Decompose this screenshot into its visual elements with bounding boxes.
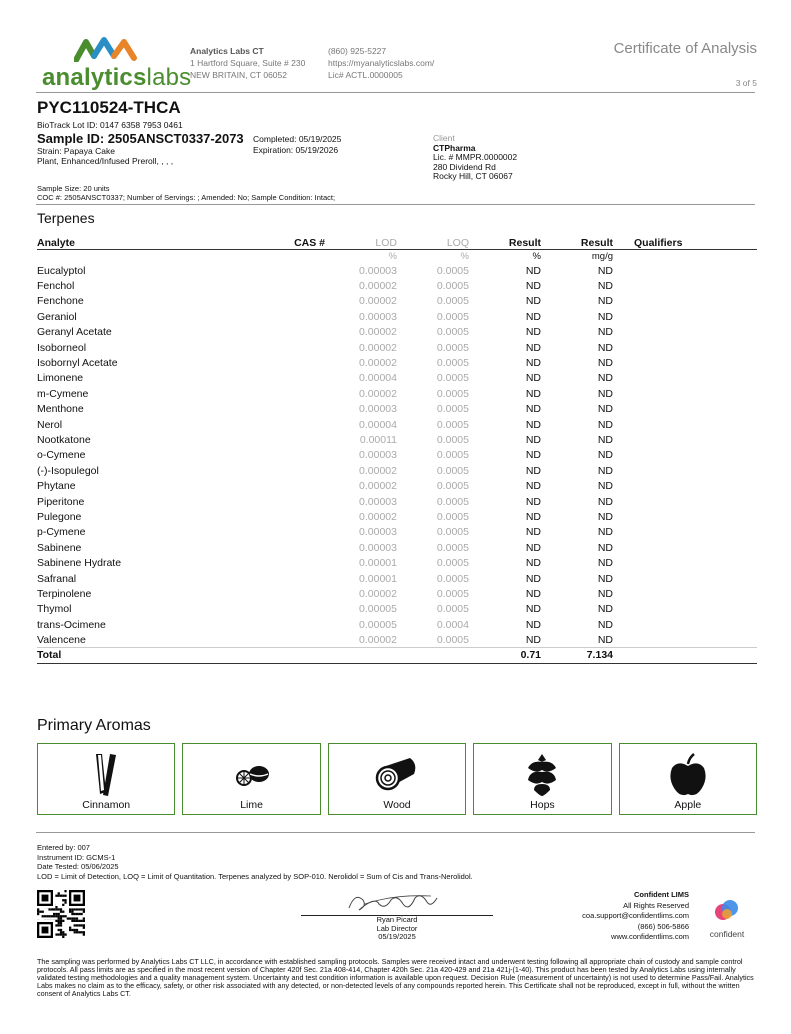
table-cell xyxy=(237,540,325,555)
table-cell: ND xyxy=(597,633,613,646)
table-cell: ND xyxy=(525,633,541,646)
table-row xyxy=(37,632,757,647)
aroma-card xyxy=(619,743,757,815)
lims-phone: (866) 506-5866 xyxy=(637,921,689,931)
sample-strain xyxy=(37,146,173,166)
table-cell xyxy=(613,509,757,524)
table-cell xyxy=(237,555,325,570)
table-row xyxy=(37,278,757,293)
header-analyte: Analyte xyxy=(37,236,75,249)
table-row xyxy=(37,448,757,463)
signer-title: Lab Director xyxy=(376,923,418,933)
disclaimer: The sampling was performed by Analytics Labs CT LLC, in accordance with established sampling protocols. Samples were received intact and underwent testing following all appropriate chain of custody and sample control protocols. All pass limits are as specified in the most recent version of Chapter 420f Sec. 21a 408-414, Chapter 420h Sec. 21a 420-429 and 21a 421j-(1-40). This product has been tested by Analytics Labs using internally validated testing methodologies and a quality management system. Uncertainty and test condition information is available upon request. Decision Rule (measurement of uncertainty) is not used to determine Pass/Fail. Analytics Labs makes no claim as to the efficacy, safety, or other risk associated with any detected, or non-detected levels of any compounds reported herein. This Certificate shall not be reproduced, except in full, without the written consent of Analytics Labs CT. xyxy=(37,957,754,998)
table-cell: ND xyxy=(597,510,613,523)
table-cell: ND xyxy=(597,280,613,293)
table-cell: 0.0005 xyxy=(436,464,469,477)
table-row xyxy=(37,417,757,432)
table-row xyxy=(37,617,757,632)
lab-phone: (860) 925-5227 xyxy=(328,46,387,56)
table-cell: ND xyxy=(525,387,541,400)
client-address2: Rocky Hill, CT 06067 xyxy=(433,171,513,181)
table-header-row xyxy=(37,236,757,249)
table-cell: 0.0005 xyxy=(436,326,469,339)
table-cell xyxy=(237,386,325,401)
table-row xyxy=(37,478,757,493)
table-cell: ND xyxy=(525,510,541,523)
table-cell xyxy=(237,371,325,386)
table-cell: ND xyxy=(597,449,613,462)
table-cell: 0.00001 xyxy=(359,557,397,570)
table-cell xyxy=(613,278,757,293)
table-cell xyxy=(237,494,325,509)
units-row xyxy=(37,249,757,263)
table-cell: 0.0005 xyxy=(436,433,469,446)
table-cell: Fenchone xyxy=(37,295,84,308)
table-cell xyxy=(237,294,325,309)
date-tested: Date Tested: 05/06/2025 xyxy=(37,862,119,871)
unit-cell: % xyxy=(532,250,541,262)
table-cell: 0.0005 xyxy=(436,372,469,385)
table-cell: ND xyxy=(597,587,613,600)
header-loq: LOQ xyxy=(446,236,469,249)
lims-name: Confident LIMS xyxy=(634,890,689,899)
aromas-section-title: Primary Aromas xyxy=(37,717,151,734)
table-cell: Isoborneol xyxy=(37,341,87,354)
table-cell: 0.0005 xyxy=(436,480,469,493)
table-cell xyxy=(613,417,757,432)
logo-mark-icon xyxy=(74,36,144,62)
table-cell: ND xyxy=(525,603,541,616)
table-row xyxy=(37,371,757,386)
unit-cell xyxy=(613,249,757,263)
aroma-name: Lime xyxy=(240,799,263,811)
table-cell: 0.0005 xyxy=(436,264,469,277)
coc-info: COC #: 2505ANSCT0337; Number of Servings: ; Amended: No; Sample Condition: Intact; xyxy=(37,192,336,202)
table-cell: ND xyxy=(597,618,613,631)
table-cell: 0.00003 xyxy=(359,264,397,277)
confident-logo xyxy=(702,898,752,939)
table-cell xyxy=(613,294,757,309)
sample-type: Plant, Enhanced/Infused Preroll, , , , xyxy=(37,156,174,166)
table-cell xyxy=(237,448,325,463)
table-cell: ND xyxy=(525,310,541,323)
table-cell: Eucalyptol xyxy=(37,264,86,277)
table-cell xyxy=(237,355,325,370)
table-cell: 0.0005 xyxy=(436,280,469,293)
table-cell xyxy=(613,602,757,617)
lab-website[interactable]: https://myanalyticslabs.com/ xyxy=(328,58,435,68)
table-cell: 0.00001 xyxy=(359,572,397,585)
unit-cell: % xyxy=(460,250,469,262)
total-row xyxy=(37,648,757,663)
table-cell: 0.0005 xyxy=(436,403,469,416)
lab-name: Analytics Labs CT xyxy=(190,46,264,56)
lims-rights: All Rights Reserved xyxy=(623,900,689,910)
table-cell xyxy=(325,648,397,663)
logo-wordmark: analyticslabs xyxy=(42,64,192,91)
header-result-pct: Result xyxy=(508,236,541,249)
table-cell: 0.00002 xyxy=(359,295,397,308)
table-cell: 0.71 xyxy=(469,648,541,663)
table-cell: ND xyxy=(525,280,541,293)
table-cell: Geraniol xyxy=(37,310,77,323)
client-address1: 280 Dividend Rd xyxy=(433,161,496,172)
table-cell: 0.00011 xyxy=(359,433,397,446)
sample-size-info xyxy=(37,185,335,202)
table-cell: 0.0005 xyxy=(436,495,469,508)
table-cell xyxy=(237,340,325,355)
unit-cell xyxy=(37,249,237,263)
table-cell xyxy=(397,648,469,663)
table-cell: 0.0005 xyxy=(436,541,469,554)
table-cell: 0.00002 xyxy=(359,480,397,493)
table-cell: Menthone xyxy=(37,403,84,416)
unit-cell: mg/g xyxy=(591,250,613,262)
table-cell xyxy=(613,555,757,570)
aromas-panel xyxy=(37,743,757,815)
hops-icon xyxy=(522,752,562,798)
signature xyxy=(345,890,445,916)
table-cell xyxy=(237,617,325,632)
table-cell xyxy=(613,325,757,340)
table-row xyxy=(37,432,757,447)
table-row xyxy=(37,463,757,478)
table-cell: ND xyxy=(597,264,613,277)
table-cell: Sabinene xyxy=(37,541,82,554)
table-cell: ND xyxy=(525,326,541,339)
table-cell: ND xyxy=(597,387,613,400)
cinnamon-icon xyxy=(86,752,126,798)
analytics-labs-logo xyxy=(42,36,192,92)
table-cell: 0.00003 xyxy=(359,526,397,539)
table-cell xyxy=(237,509,325,524)
lims-email[interactable]: coa.support@confidentlims.com xyxy=(582,911,689,920)
table-cell: o-Cymene xyxy=(37,449,86,462)
table-cell: ND xyxy=(597,310,613,323)
apple-icon xyxy=(668,752,708,798)
table-cell: ND xyxy=(525,480,541,493)
table-cell xyxy=(613,448,757,463)
table-cell xyxy=(613,263,757,278)
unit-cell: % xyxy=(388,250,397,262)
product-code: PYC110524-THCA xyxy=(37,98,181,117)
signed-date: 05/19/2025 xyxy=(378,932,416,941)
table-cell: 0.0005 xyxy=(436,572,469,585)
table-cell: Fenchol xyxy=(37,280,75,293)
table-row xyxy=(37,586,757,601)
table-cell: ND xyxy=(597,357,613,370)
signer-block xyxy=(301,916,493,942)
table-cell: ND xyxy=(597,603,613,616)
qr-code[interactable] xyxy=(37,890,85,938)
table-cell: 0.0004 xyxy=(436,618,469,631)
table-cell: ND xyxy=(597,464,613,477)
lab-address-line1: 1 Hartford Square, Suite # 230 xyxy=(190,58,306,68)
table-row xyxy=(37,309,757,324)
table-cell: trans-Ocimene xyxy=(37,618,106,631)
divider xyxy=(36,92,755,93)
confident-logo-icon xyxy=(714,898,740,922)
table-cell: ND xyxy=(597,480,613,493)
table-cell: ND xyxy=(525,464,541,477)
table-row xyxy=(37,602,757,617)
table-cell: ND xyxy=(525,587,541,600)
table-row xyxy=(37,402,757,417)
unit-cell xyxy=(237,249,325,263)
table-cell: 0.0005 xyxy=(436,510,469,523)
table-cell: 0.00002 xyxy=(359,633,397,646)
lims-website[interactable]: www.confidentlims.com xyxy=(611,932,689,941)
entered-by: Entered by: 007 xyxy=(37,843,90,852)
table-cell: ND xyxy=(525,264,541,277)
table-cell xyxy=(237,586,325,601)
wood-log-icon xyxy=(374,756,420,796)
table-cell xyxy=(613,648,757,663)
table-cell: 0.0005 xyxy=(436,295,469,308)
table-cell: (-)-Isopulegol xyxy=(37,464,99,477)
aroma-name: Apple xyxy=(674,799,702,811)
table-cell: 0.00002 xyxy=(359,387,397,400)
table-cell: ND xyxy=(525,357,541,370)
table-cell: Isobornyl Acetate xyxy=(37,357,118,370)
confident-logo-text: confident xyxy=(709,929,745,939)
abbreviation-legend: LOD = Limit of Detection, LOQ = Limit of Quantitation. Terpenes analyzed by SOP-010. Nerolidol = Sum of Cis and Trans-Nerolidol. xyxy=(37,871,473,881)
table-cell: ND xyxy=(597,526,613,539)
table-cell: ND xyxy=(525,433,541,446)
table-cell xyxy=(613,355,757,370)
table-cell xyxy=(237,648,325,663)
table-row xyxy=(37,340,757,355)
table-cell: ND xyxy=(597,341,613,354)
table-cell: 0.00002 xyxy=(359,464,397,477)
header-result-mgg: Result xyxy=(580,236,613,249)
sample-dates xyxy=(253,134,341,155)
table-cell: 0.0005 xyxy=(436,557,469,570)
table-cell: 0.00002 xyxy=(359,326,397,339)
table-cell: ND xyxy=(597,372,613,385)
table-cell xyxy=(237,309,325,324)
table-cell: Terpinolene xyxy=(37,587,92,600)
table-cell: Valencene xyxy=(37,633,86,646)
aroma-card xyxy=(473,743,611,815)
table-cell: 0.00005 xyxy=(359,618,397,631)
table-cell: 0.00004 xyxy=(359,418,397,431)
table-row xyxy=(37,571,757,586)
header-qualifiers: Qualifiers xyxy=(634,236,683,249)
divider xyxy=(36,832,755,833)
table-cell: Geranyl Acetate xyxy=(37,326,112,339)
terpenes-table xyxy=(37,236,757,664)
table-cell: ND xyxy=(525,372,541,385)
table-cell xyxy=(613,371,757,386)
table-cell: Sabinene Hydrate xyxy=(37,557,122,570)
table-cell: 0.00002 xyxy=(359,341,397,354)
table-row xyxy=(37,555,757,570)
table-cell xyxy=(237,432,325,447)
lab-address-line2: NEW BRITAIN, CT 06052 xyxy=(190,70,287,80)
lab-contact xyxy=(328,45,434,81)
table-cell xyxy=(613,586,757,601)
client-label: Client xyxy=(433,133,455,143)
table-cell xyxy=(613,571,757,586)
table-cell xyxy=(237,402,325,417)
table-cell xyxy=(613,386,757,401)
table-row xyxy=(37,294,757,309)
table-cell: ND xyxy=(525,495,541,508)
lime-icon xyxy=(232,762,272,802)
header-lod: LOD xyxy=(375,236,397,249)
table-row xyxy=(37,386,757,401)
table-row xyxy=(37,355,757,370)
table-cell: Safranal xyxy=(37,572,77,585)
table-cell: Piperitone xyxy=(37,495,85,508)
table-cell: ND xyxy=(597,541,613,554)
table-cell: 0.00003 xyxy=(359,449,397,462)
table-cell xyxy=(237,417,325,432)
table-cell xyxy=(237,602,325,617)
table-cell: ND xyxy=(597,572,613,585)
table-cell: ND xyxy=(525,418,541,431)
table-row xyxy=(37,540,757,555)
table-cell: 0.00003 xyxy=(359,403,397,416)
sample-size: Sample Size: 20 units xyxy=(37,184,110,193)
table-cell: ND xyxy=(597,495,613,508)
table-row xyxy=(37,525,757,540)
aroma-name: Wood xyxy=(383,799,411,811)
table-cell: 0.0005 xyxy=(436,357,469,370)
table-cell: ND xyxy=(525,541,541,554)
table-cell xyxy=(613,309,757,324)
lab-license: Lic# ACTL.0000005 xyxy=(328,70,403,80)
table-cell xyxy=(613,463,757,478)
table-cell: ND xyxy=(597,326,613,339)
biotrack-lot-id: BioTrack Lot ID: 0147 6358 7953 0461 xyxy=(37,120,183,130)
table-cell: 0.0005 xyxy=(436,587,469,600)
lims-info xyxy=(582,890,689,943)
table-cell xyxy=(613,494,757,509)
table-cell: 0.0005 xyxy=(436,418,469,431)
table-cell xyxy=(613,478,757,493)
table-cell: 0.0005 xyxy=(436,341,469,354)
table-cell: ND xyxy=(525,526,541,539)
header-cas: CAS # xyxy=(294,236,325,249)
table-cell xyxy=(613,617,757,632)
table-cell xyxy=(613,340,757,355)
table-cell xyxy=(613,540,757,555)
document-title: Certificate of Analysis xyxy=(613,40,757,57)
table-cell: ND xyxy=(597,403,613,416)
table-cell: 0.00004 xyxy=(359,372,397,385)
table-cell: p-Cymene xyxy=(37,526,86,539)
table-cell: ND xyxy=(597,557,613,570)
terpenes-section-title: Terpenes xyxy=(37,210,95,226)
client-info xyxy=(433,134,517,182)
table-cell: Thymol xyxy=(37,603,72,616)
table-cell: Phytane xyxy=(37,480,76,493)
table-cell: 0.00002 xyxy=(359,510,397,523)
table-cell: ND xyxy=(597,418,613,431)
table-cell: 0.00002 xyxy=(359,357,397,370)
table-row xyxy=(37,509,757,524)
table-cell xyxy=(237,478,325,493)
sample-id: Sample ID: 2505ANSCT0337-2073 xyxy=(37,131,244,146)
table-cell: ND xyxy=(525,341,541,354)
aroma-name: Cinnamon xyxy=(82,799,131,811)
table-cell: 0.00003 xyxy=(359,495,397,508)
table-cell: Pulegone xyxy=(37,510,82,523)
table-cell: 0.0005 xyxy=(436,310,469,323)
table-cell xyxy=(237,571,325,586)
expiration-date: Expiration: 05/19/2026 xyxy=(253,144,339,155)
table-cell: ND xyxy=(525,449,541,462)
table-cell: ND xyxy=(525,403,541,416)
table-cell xyxy=(237,278,325,293)
table-row xyxy=(37,325,757,340)
table-cell: ND xyxy=(525,572,541,585)
table-cell: Limonene xyxy=(37,372,84,385)
signer-name: Ryan Picard xyxy=(376,915,418,924)
table-cell: 7.134 xyxy=(541,648,613,663)
aroma-name: Hops xyxy=(530,799,555,811)
table-cell: 0.0005 xyxy=(436,526,469,539)
table-cell: 0.0005 xyxy=(436,449,469,462)
table-cell xyxy=(613,525,757,540)
table-cell xyxy=(237,263,325,278)
lab-info xyxy=(190,45,305,81)
table-cell xyxy=(237,632,325,647)
instrument-id: Instrument ID: GCMS-1 xyxy=(37,852,116,862)
table-row xyxy=(37,263,757,278)
table-cell xyxy=(613,432,757,447)
table-cell: m-Cymene xyxy=(37,387,89,400)
table-cell: ND xyxy=(597,433,613,446)
aroma-card xyxy=(328,743,466,815)
table-cell: 0.0005 xyxy=(436,387,469,400)
table-cell: 0.0005 xyxy=(436,603,469,616)
aroma-card xyxy=(182,743,320,815)
table-cell: 0.00003 xyxy=(359,541,397,554)
table-row xyxy=(37,494,757,509)
table-cell xyxy=(237,325,325,340)
table-cell: ND xyxy=(597,295,613,308)
completed-date: Completed: 05/19/2025 xyxy=(253,134,342,144)
strain-text: Strain: Papaya Cake xyxy=(37,146,115,156)
table-cell: Nootkatone xyxy=(37,433,91,446)
table-cell xyxy=(613,402,757,417)
table-cell: ND xyxy=(525,557,541,570)
client-license: Lic. # MMPR.0000002 xyxy=(433,152,518,162)
table-cell: ND xyxy=(525,618,541,631)
test-info xyxy=(37,843,473,881)
table-cell xyxy=(237,525,325,540)
table-cell: 0.0005 xyxy=(436,633,469,646)
aroma-card xyxy=(37,743,175,815)
client-name: CTPharma xyxy=(433,142,476,153)
table-cell: 0.00002 xyxy=(359,587,397,600)
table-cell xyxy=(613,632,757,647)
table-cell: 0.00002 xyxy=(359,280,397,293)
table-cell: Nerol xyxy=(37,418,63,431)
page-number: 3 of 5 xyxy=(735,78,757,88)
table-cell: Total xyxy=(37,648,237,663)
table-cell: 0.00003 xyxy=(359,310,397,323)
table-cell: 0.00005 xyxy=(359,603,397,616)
divider xyxy=(36,204,755,205)
table-cell xyxy=(237,463,325,478)
table-cell: ND xyxy=(525,295,541,308)
